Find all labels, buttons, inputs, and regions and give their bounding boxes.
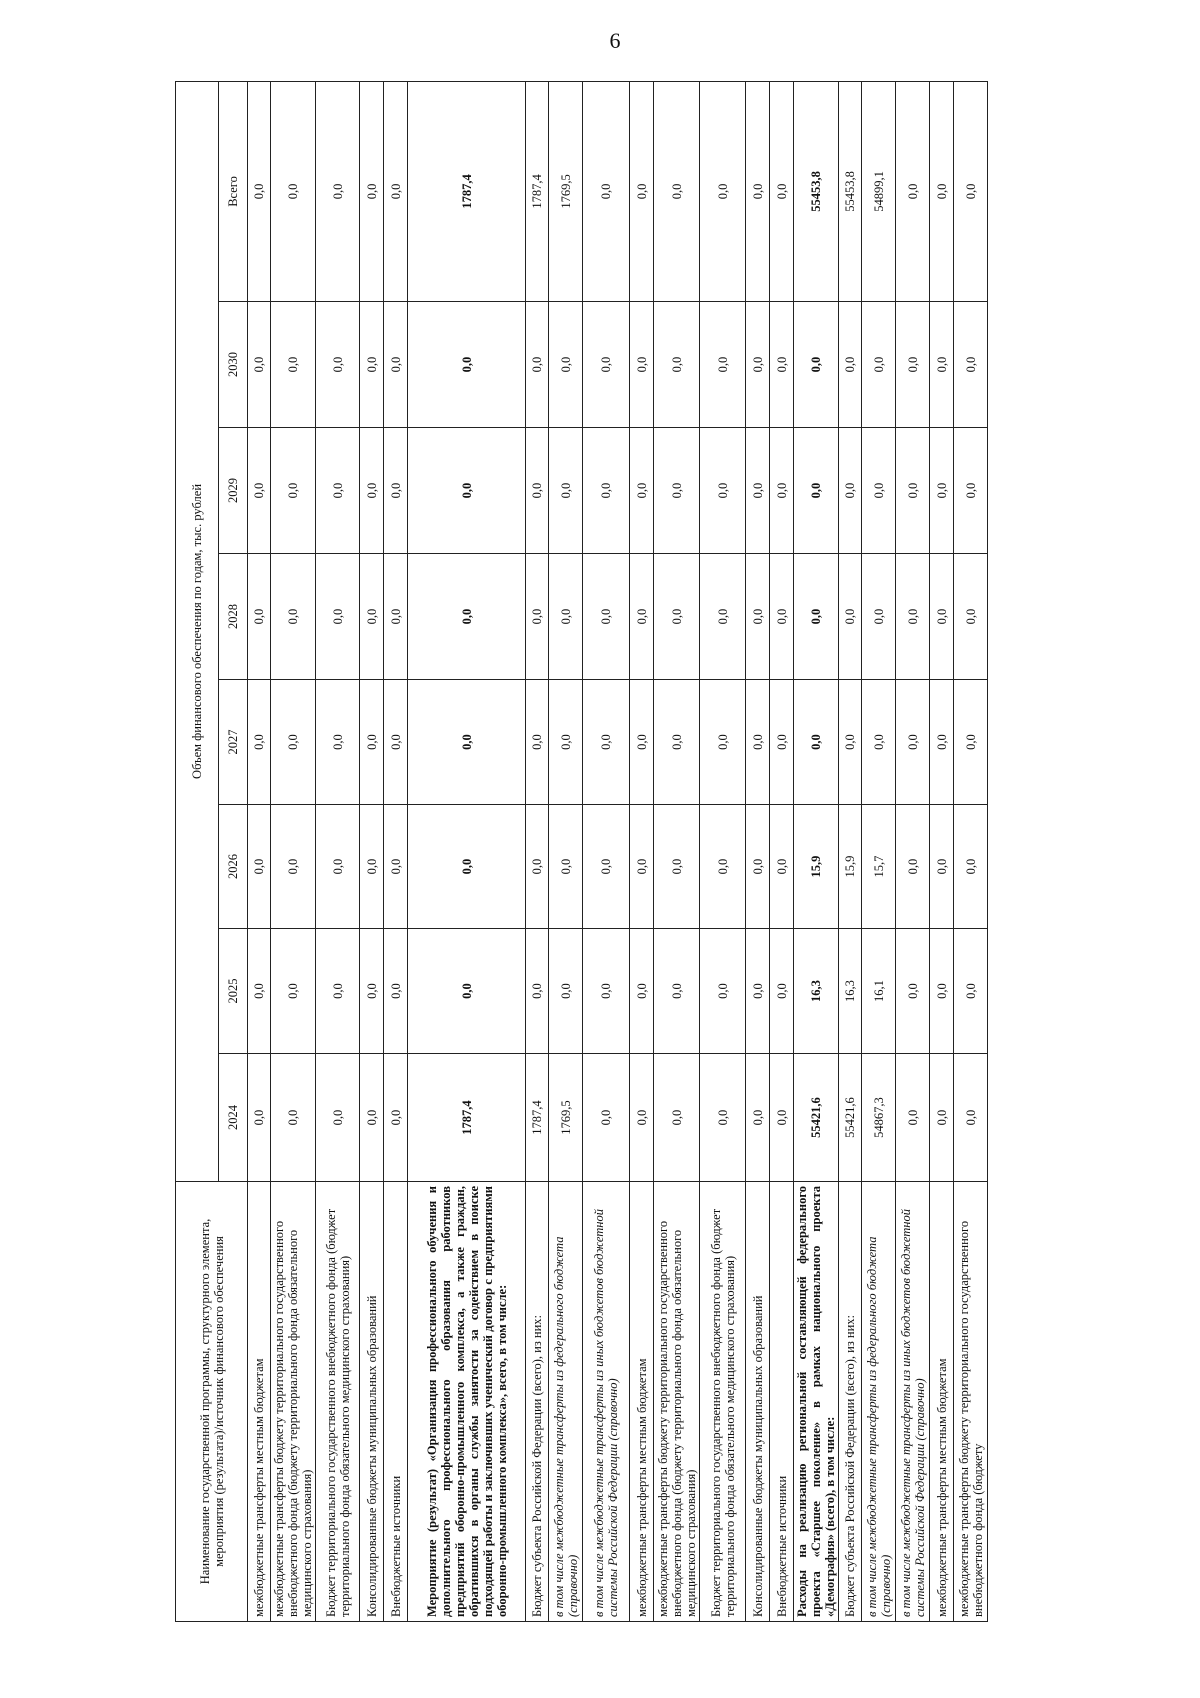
table-row [954, 81, 988, 1621]
row-value: 0,0 [360, 929, 384, 1054]
table-row [408, 81, 526, 1621]
row-value: 0,0 [954, 1054, 988, 1182]
row-value: 1769,5 [549, 81, 583, 301]
row-value: 0,0 [271, 554, 316, 680]
row-value: 0,0 [896, 81, 930, 301]
row-value: 0,0 [654, 805, 700, 929]
row-value: 1787,4 [408, 81, 526, 301]
row-label: Бюджет субъекта Российской Федерации (всего), из них: [839, 1182, 862, 1622]
row-value: 0,0 [360, 81, 384, 301]
header-year: 2028 [219, 554, 248, 680]
row-label: межбюджетные трансферты бюджету территориального государственного внебюджетного фонда (бюджету территориального фонда обязательного медицинского страхования) [271, 1182, 316, 1622]
row-value: 54867,3 [862, 1054, 896, 1182]
row-value: 0,0 [654, 680, 700, 805]
row-value: 15,7 [862, 805, 896, 929]
row-value: 0,0 [316, 680, 360, 805]
row-value: 0,0 [896, 1054, 930, 1182]
row-value: 0,0 [630, 554, 654, 680]
row-value: 0,0 [930, 81, 954, 301]
row-value: 0,0 [583, 554, 630, 680]
row-value: 0,0 [700, 428, 746, 554]
row-value: 0,0 [654, 929, 700, 1054]
row-label: Внебюджетные источники [384, 1182, 408, 1622]
row-value: 0,0 [549, 428, 583, 554]
row-value: 0,0 [408, 805, 526, 929]
row-value: 0,0 [526, 680, 549, 805]
row-value: 0,0 [746, 428, 770, 554]
row-value: 0,0 [583, 428, 630, 554]
row-value: 0,0 [746, 805, 770, 929]
row-value: 0,0 [316, 805, 360, 929]
row-label: в том числе межбюджетные трансферты из иных бюджетов бюджетной системы Российской Федерации (справочно) [896, 1182, 930, 1622]
row-value: 0,0 [954, 81, 988, 301]
row-value: 0,0 [549, 554, 583, 680]
rotated-table-frame [175, 102, 1125, 1622]
header-year: Всего [219, 81, 248, 301]
row-label: в том числе межбюджетные трансферты из федерального бюджета (справочно) [862, 1182, 896, 1622]
row-value: 0,0 [794, 680, 839, 805]
row-value: 0,0 [384, 302, 408, 428]
header-name: Наименование государственной программы, структурного элемента, мероприятия (результата)/источник финансового обеспечения [176, 1182, 248, 1622]
row-value: 0,0 [700, 805, 746, 929]
row-value: 0,0 [248, 929, 271, 1054]
row-value: 0,0 [896, 428, 930, 554]
row-value: 0,0 [271, 302, 316, 428]
row-value: 0,0 [384, 805, 408, 929]
row-label: межбюджетные трансферты местным бюджетам [630, 1182, 654, 1622]
row-value: 0,0 [526, 929, 549, 1054]
row-value: 0,0 [746, 929, 770, 1054]
row-value: 0,0 [526, 428, 549, 554]
header-year: 2029 [219, 428, 248, 554]
row-label: в том числе межбюджетные трансферты из иных бюджетов бюджетной системы Российской Федерации (справочно) [583, 1182, 630, 1622]
row-value: 0,0 [654, 1054, 700, 1182]
row-value: 0,0 [316, 929, 360, 1054]
table-row [654, 81, 700, 1621]
row-value: 0,0 [408, 302, 526, 428]
row-value: 55421,6 [839, 1054, 862, 1182]
row-value: 0,0 [271, 428, 316, 554]
row-value: 0,0 [248, 1054, 271, 1182]
row-value: 0,0 [360, 302, 384, 428]
row-value: 0,0 [630, 81, 654, 301]
table-row [930, 81, 954, 1621]
row-label: Консолидированные бюджеты муниципальных образований [360, 1182, 384, 1622]
row-value: 0,0 [862, 680, 896, 805]
row-value: 0,0 [930, 805, 954, 929]
row-value: 1787,4 [408, 1054, 526, 1182]
row-value: 0,0 [930, 680, 954, 805]
row-value: 0,0 [896, 302, 930, 428]
row-value: 0,0 [248, 805, 271, 929]
row-value: 0,0 [583, 302, 630, 428]
row-value: 0,0 [384, 680, 408, 805]
row-value: 0,0 [930, 929, 954, 1054]
table-row [794, 81, 839, 1621]
row-value: 0,0 [770, 805, 794, 929]
row-value: 0,0 [930, 1054, 954, 1182]
row-value: 0,0 [654, 554, 700, 680]
row-value: 0,0 [408, 428, 526, 554]
row-value: 0,0 [954, 680, 988, 805]
row-value: 0,0 [271, 929, 316, 1054]
row-value: 0,0 [408, 929, 526, 1054]
row-value: 0,0 [549, 302, 583, 428]
row-label: Бюджет территориального государственного внебюджетного фонда (бюджет территориального фонда обязательного медицинского страхования) [700, 1182, 746, 1622]
header-year: 2024 [219, 1054, 248, 1182]
row-value: 0,0 [770, 680, 794, 805]
row-value: 0,0 [930, 554, 954, 680]
row-value: 0,0 [316, 428, 360, 554]
row-value: 0,0 [839, 680, 862, 805]
row-value: 0,0 [384, 428, 408, 554]
row-value: 0,0 [248, 81, 271, 301]
row-label: Консолидированные бюджеты муниципальных образований [746, 1182, 770, 1622]
row-value: 0,0 [794, 302, 839, 428]
row-value: 0,0 [630, 805, 654, 929]
row-label: межбюджетные трансферты бюджету территориального государственного внебюджетного фонда (бюджету территориального фонда обязательного медицинского страхования) [654, 1182, 700, 1622]
row-value: 0,0 [794, 428, 839, 554]
row-value: 0,0 [630, 680, 654, 805]
row-value: 0,0 [700, 81, 746, 301]
row-value: 0,0 [896, 554, 930, 680]
row-value: 0,0 [630, 1054, 654, 1182]
table-row [896, 81, 930, 1621]
row-value: 0,0 [746, 680, 770, 805]
table-row [746, 81, 770, 1621]
row-value: 0,0 [549, 805, 583, 929]
row-value: 55453,8 [794, 81, 839, 301]
table-row [839, 81, 862, 1621]
table-row [700, 81, 746, 1621]
row-value: 1769,5 [549, 1054, 583, 1182]
row-value: 0,0 [526, 805, 549, 929]
row-value: 0,0 [271, 1054, 316, 1182]
row-value: 0,0 [316, 302, 360, 428]
row-value: 0,0 [896, 805, 930, 929]
row-value: 0,0 [408, 680, 526, 805]
table-row [384, 81, 408, 1621]
table-row [549, 81, 583, 1621]
row-value: 0,0 [630, 302, 654, 428]
row-value: 0,0 [360, 805, 384, 929]
row-value: 0,0 [930, 302, 954, 428]
row-value: 0,0 [770, 1054, 794, 1182]
row-value: 0,0 [862, 428, 896, 554]
row-value: 0,0 [271, 805, 316, 929]
row-value: 0,0 [384, 929, 408, 1054]
row-value: 0,0 [583, 81, 630, 301]
row-value: 0,0 [271, 81, 316, 301]
row-value: 0,0 [360, 1054, 384, 1182]
table-row [271, 81, 316, 1621]
row-value: 0,0 [583, 1054, 630, 1182]
row-value: 0,0 [839, 554, 862, 680]
row-value: 0,0 [248, 302, 271, 428]
row-value: 0,0 [746, 554, 770, 680]
row-value: 0,0 [384, 1054, 408, 1182]
row-value: 0,0 [794, 554, 839, 680]
header-year: 2026 [219, 805, 248, 929]
row-value: 0,0 [700, 680, 746, 805]
row-value: 0,0 [316, 81, 360, 301]
row-value: 15,9 [839, 805, 862, 929]
row-value: 0,0 [862, 554, 896, 680]
row-value: 0,0 [654, 302, 700, 428]
row-value: 0,0 [746, 81, 770, 301]
row-value: 0,0 [770, 81, 794, 301]
row-value: 0,0 [248, 680, 271, 805]
row-value: 0,0 [954, 302, 988, 428]
row-value: 0,0 [630, 428, 654, 554]
row-value: 0,0 [746, 1054, 770, 1182]
row-value: 0,0 [770, 929, 794, 1054]
row-value: 0,0 [583, 929, 630, 1054]
row-value: 0,0 [700, 554, 746, 680]
row-value: 1787,4 [526, 1054, 549, 1182]
table-row [770, 81, 794, 1621]
row-value: 0,0 [360, 680, 384, 805]
row-value: 0,0 [526, 554, 549, 680]
row-value: 0,0 [549, 680, 583, 805]
header-year: 2027 [219, 680, 248, 805]
row-value: 16,3 [794, 929, 839, 1054]
row-value: 0,0 [862, 302, 896, 428]
row-value: 0,0 [526, 302, 549, 428]
row-value: 0,0 [954, 805, 988, 929]
row-value: 0,0 [271, 680, 316, 805]
row-label: Расходы на реализацию региональной составляющей федерального проекта «Старшее поколение» в рамках национального проекта «Демография» (всего), в том числе: [794, 1182, 839, 1622]
row-label: межбюджетные трансферты бюджету территориального государственного внебюджетного фонда (бюджету [954, 1182, 988, 1622]
row-value: 0,0 [583, 680, 630, 805]
financing-table [175, 81, 988, 1622]
row-value: 15,9 [794, 805, 839, 929]
row-value: 0,0 [746, 302, 770, 428]
row-value: 0,0 [930, 428, 954, 554]
row-value: 0,0 [384, 81, 408, 301]
row-label: в том числе межбюджетные трансферты из федерального бюджета (справочно) [549, 1182, 583, 1622]
row-value: 0,0 [770, 428, 794, 554]
row-value: 0,0 [408, 554, 526, 680]
row-value: 0,0 [954, 428, 988, 554]
header-group: Объем финансового обеспечения по годам, тыс. рублей [176, 81, 219, 1181]
table-row [862, 81, 896, 1621]
row-value: 0,0 [896, 929, 930, 1054]
row-label: Бюджет субъекта Российской Федерации (всего), из них: [526, 1182, 549, 1622]
row-value: 0,0 [248, 554, 271, 680]
row-value: 0,0 [839, 302, 862, 428]
row-value: 0,0 [700, 302, 746, 428]
table-row [360, 81, 384, 1621]
row-label: Мероприятие (результат) «Организация профессионального обучения и дополнительного профессионального образования работников предприятий оборонно-промышленного комплекса, а также граждан, обратившихся в органы службы занятости за содействием в поиске подходящей работы и заключивших ученический договор с предприятиями оборонно-промышленного комплекса», всего, в том числе: [408, 1182, 526, 1622]
table-row [248, 81, 271, 1621]
row-value: 0,0 [770, 302, 794, 428]
row-value: 0,0 [954, 929, 988, 1054]
row-value: 0,0 [248, 428, 271, 554]
row-value: 0,0 [839, 428, 862, 554]
page-number: 6 [609, 28, 621, 53]
row-value: 0,0 [770, 554, 794, 680]
row-value: 54899,1 [862, 81, 896, 301]
row-label: межбюджетные трансферты местным бюджетам [930, 1182, 954, 1622]
row-value: 1787,4 [526, 81, 549, 301]
row-value: 0,0 [384, 554, 408, 680]
table-row [526, 81, 549, 1621]
row-value: 0,0 [654, 428, 700, 554]
header-year: 2025 [219, 929, 248, 1054]
row-value: 0,0 [583, 805, 630, 929]
row-value: 55421,6 [794, 1054, 839, 1182]
row-value: 0,0 [954, 554, 988, 680]
table-row [583, 81, 630, 1621]
table-row [630, 81, 654, 1621]
row-value: 16,1 [862, 929, 896, 1054]
row-value: 0,0 [630, 929, 654, 1054]
row-value: 0,0 [654, 81, 700, 301]
row-value: 0,0 [700, 1054, 746, 1182]
row-value: 0,0 [896, 680, 930, 805]
row-value: 0,0 [360, 554, 384, 680]
row-label: Внебюджетные источники [770, 1182, 794, 1622]
row-label: Бюджет территориального государственного внебюджетного фонда (бюджет территориального фонда обязательного медицинского страхования) [316, 1182, 360, 1622]
row-label: межбюджетные трансферты местным бюджетам [248, 1182, 271, 1622]
row-value: 0,0 [700, 929, 746, 1054]
row-value: 16,3 [839, 929, 862, 1054]
row-value: 55453,8 [839, 81, 862, 301]
header-year: 2030 [219, 302, 248, 428]
row-value: 0,0 [316, 1054, 360, 1182]
row-value: 0,0 [549, 929, 583, 1054]
row-value: 0,0 [360, 428, 384, 554]
row-value: 0,0 [316, 554, 360, 680]
table-row [316, 81, 360, 1621]
